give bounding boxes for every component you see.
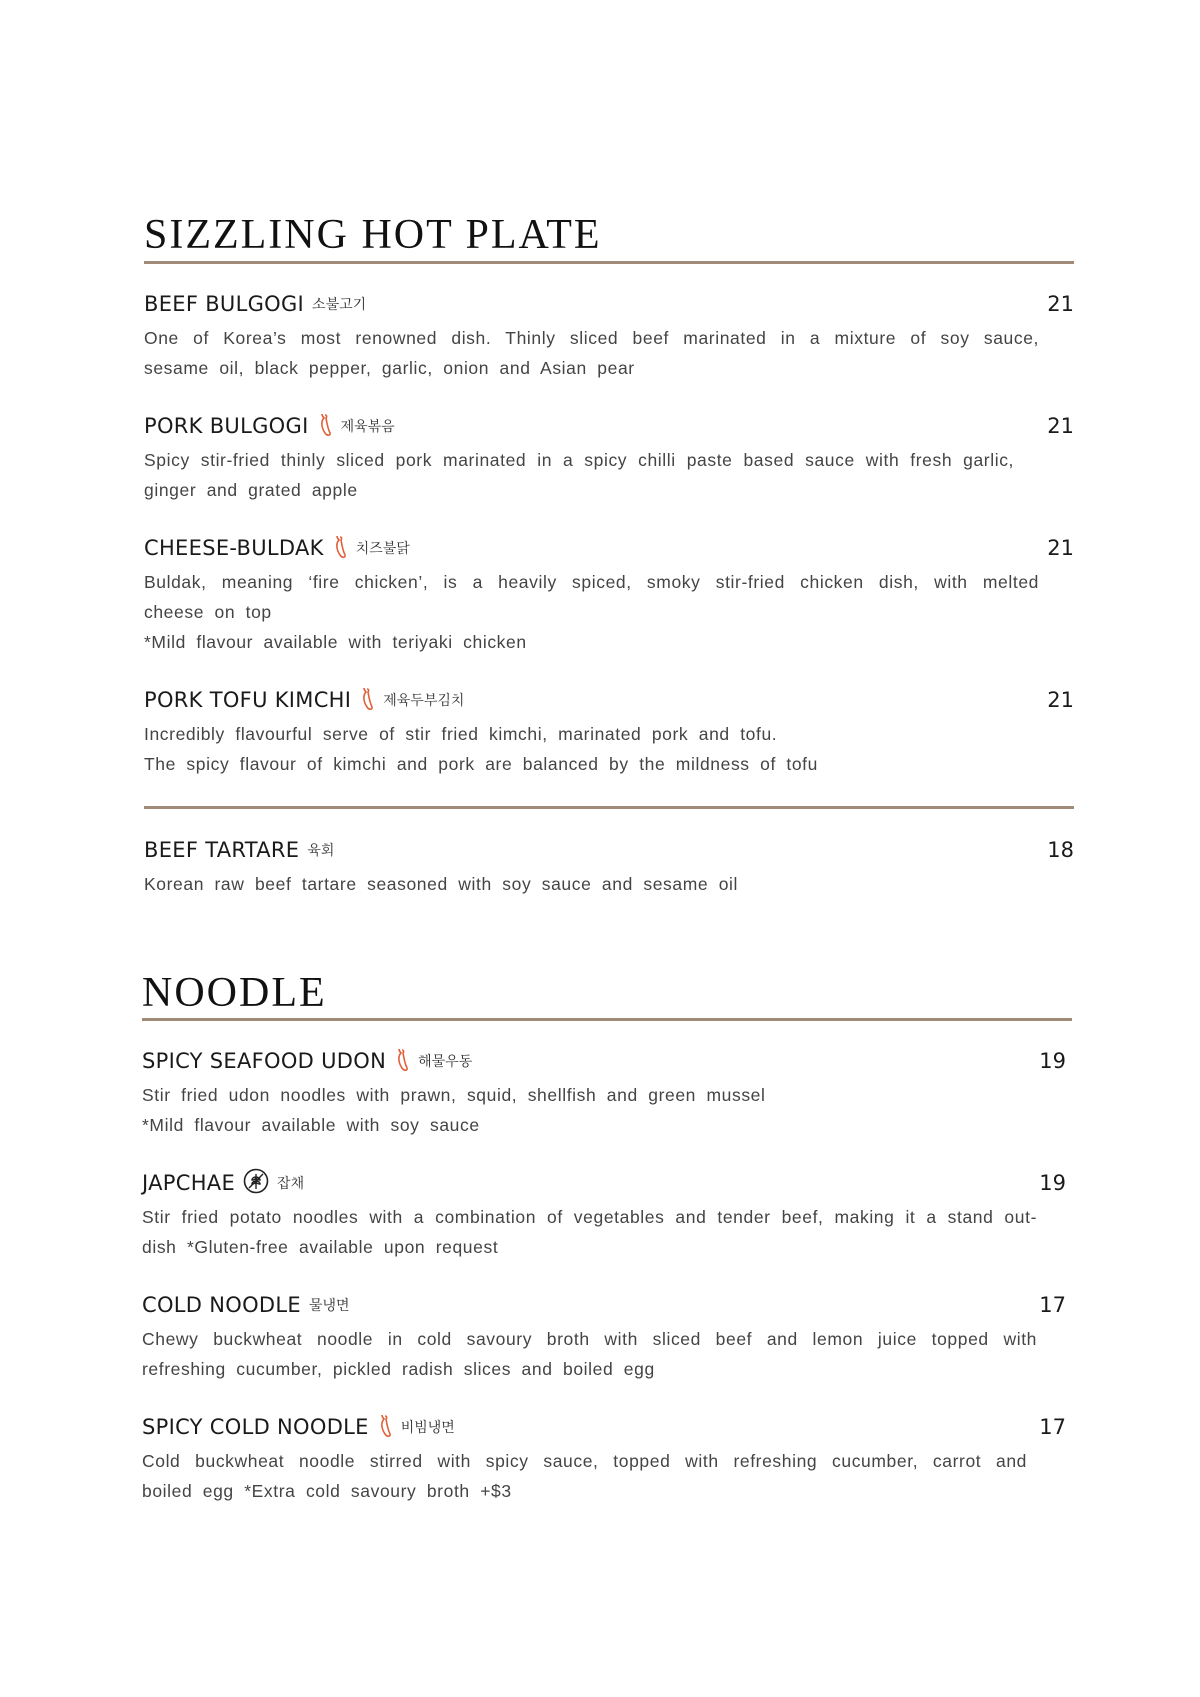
menu-item-beef-tartare xyxy=(144,835,1074,899)
item-name: PORK TOFU KIMCHI xyxy=(144,688,352,712)
item-note: The spicy flavour of kimchi and pork are balanced by the mildness of tofu xyxy=(144,754,818,774)
item-price: 21 xyxy=(1047,292,1074,316)
item-description: Cold buckwheat noodle stirred with spicy sauce, topped with refreshing cucumber, carrot and boiled egg *Extra cold savoury broth +$3 xyxy=(142,1451,1027,1501)
chilli-pepper-icon xyxy=(332,535,348,570)
item-description: Stir fried udon noodles with prawn, squid, shellfish and green mussel xyxy=(142,1085,766,1105)
menu-item-cheese-buldak xyxy=(144,533,1074,657)
item-korean-name: 소불고기 xyxy=(312,297,367,313)
menu-item-pork-bulgogi xyxy=(144,411,1074,505)
item-name: PORK BULGOGI xyxy=(144,414,309,438)
chilli-pepper-icon xyxy=(394,1048,410,1083)
menu-item-cold-noodle xyxy=(142,1290,1066,1384)
item-description: Incredibly flavourful serve of stir fried kimchi, marinated pork and tofu. xyxy=(144,724,778,744)
chilli-pepper-icon xyxy=(377,1414,393,1449)
item-korean-name: 잡채 xyxy=(277,1176,305,1192)
item-korean-name: 제육두부김치 xyxy=(383,693,465,709)
wheat-icon xyxy=(243,1168,269,1205)
item-name: JAPCHAE xyxy=(142,1171,236,1195)
item-name: BEEF BULGOGI xyxy=(144,292,305,316)
section-divider xyxy=(142,1018,1072,1021)
section-divider xyxy=(144,261,1074,264)
item-description: Buldak, meaning ‘fire chicken’, is a heavily spiced, smoky stir-fried chicken dish, with melted cheese on top xyxy=(144,572,1039,622)
menu-item-japchae xyxy=(142,1168,1066,1262)
item-korean-name: 치즈불닭 xyxy=(355,541,410,557)
item-name: SPICY COLD NOODLE xyxy=(142,1415,369,1439)
item-name: SPICY SEAFOOD UDON xyxy=(142,1049,387,1073)
item-note: *Mild flavour available with soy sauce xyxy=(142,1115,480,1135)
menu-item-spicy-cold-noodle xyxy=(142,1412,1066,1506)
item-description: Chewy buckwheat noodle in cold savoury broth with sliced beef and lemon juice topped with refreshing cucumber, pickled radish slices and boiled egg xyxy=(142,1329,1037,1379)
item-price: 18 xyxy=(1047,838,1074,862)
menu-item-beef-bulgogi xyxy=(144,289,1074,383)
item-price: 19 xyxy=(1039,1049,1066,1073)
section-title-noodle: NOODLE xyxy=(142,970,327,1016)
chilli-pepper-icon xyxy=(359,687,375,722)
section-divider xyxy=(144,806,1074,809)
item-korean-name: 제육볶음 xyxy=(340,419,395,435)
item-korean-name: 물냉면 xyxy=(308,1298,350,1314)
chilli-pepper-icon xyxy=(317,413,333,448)
item-korean-name: 비빔냉면 xyxy=(400,1420,455,1436)
item-note: *Mild flavour available with teriyaki chicken xyxy=(144,632,527,652)
section-title-sizzling-hot-plate: SIZZLING HOT PLATE xyxy=(144,212,602,258)
item-description: Stir fried potato noodles with a combination of vegetables and tender beef, making it a stand out-dish *Gluten-free available upon request xyxy=(142,1207,1037,1257)
item-name: CHEESE-BULDAK xyxy=(144,536,324,560)
item-price: 21 xyxy=(1047,414,1074,438)
item-description: Spicy stir-fried thinly sliced pork marinated in a spicy chilli paste based sauce with fresh garlic, ginger and grated apple xyxy=(144,450,1014,500)
item-price: 19 xyxy=(1039,1171,1066,1195)
menu-item-pork-tofu-kimchi xyxy=(144,685,1074,779)
item-name: BEEF TARTARE xyxy=(144,838,300,862)
menu-item-spicy-seafood-udon xyxy=(142,1046,1066,1140)
item-name: COLD NOODLE xyxy=(142,1293,301,1317)
item-description: One of Korea’s most renowned dish. Thinly sliced beef marinated in a mixture of soy sauce, sesame oil, black pepper, garlic, onion and Asian pear xyxy=(144,328,1039,378)
item-price: 21 xyxy=(1047,688,1074,712)
item-description: Korean raw beef tartare seasoned with soy sauce and sesame oil xyxy=(144,874,739,894)
item-korean-name: 육회 xyxy=(307,843,335,859)
item-price: 21 xyxy=(1047,536,1074,560)
item-price: 17 xyxy=(1039,1415,1066,1439)
item-price: 17 xyxy=(1039,1293,1066,1317)
item-korean-name: 해물우동 xyxy=(418,1054,473,1070)
